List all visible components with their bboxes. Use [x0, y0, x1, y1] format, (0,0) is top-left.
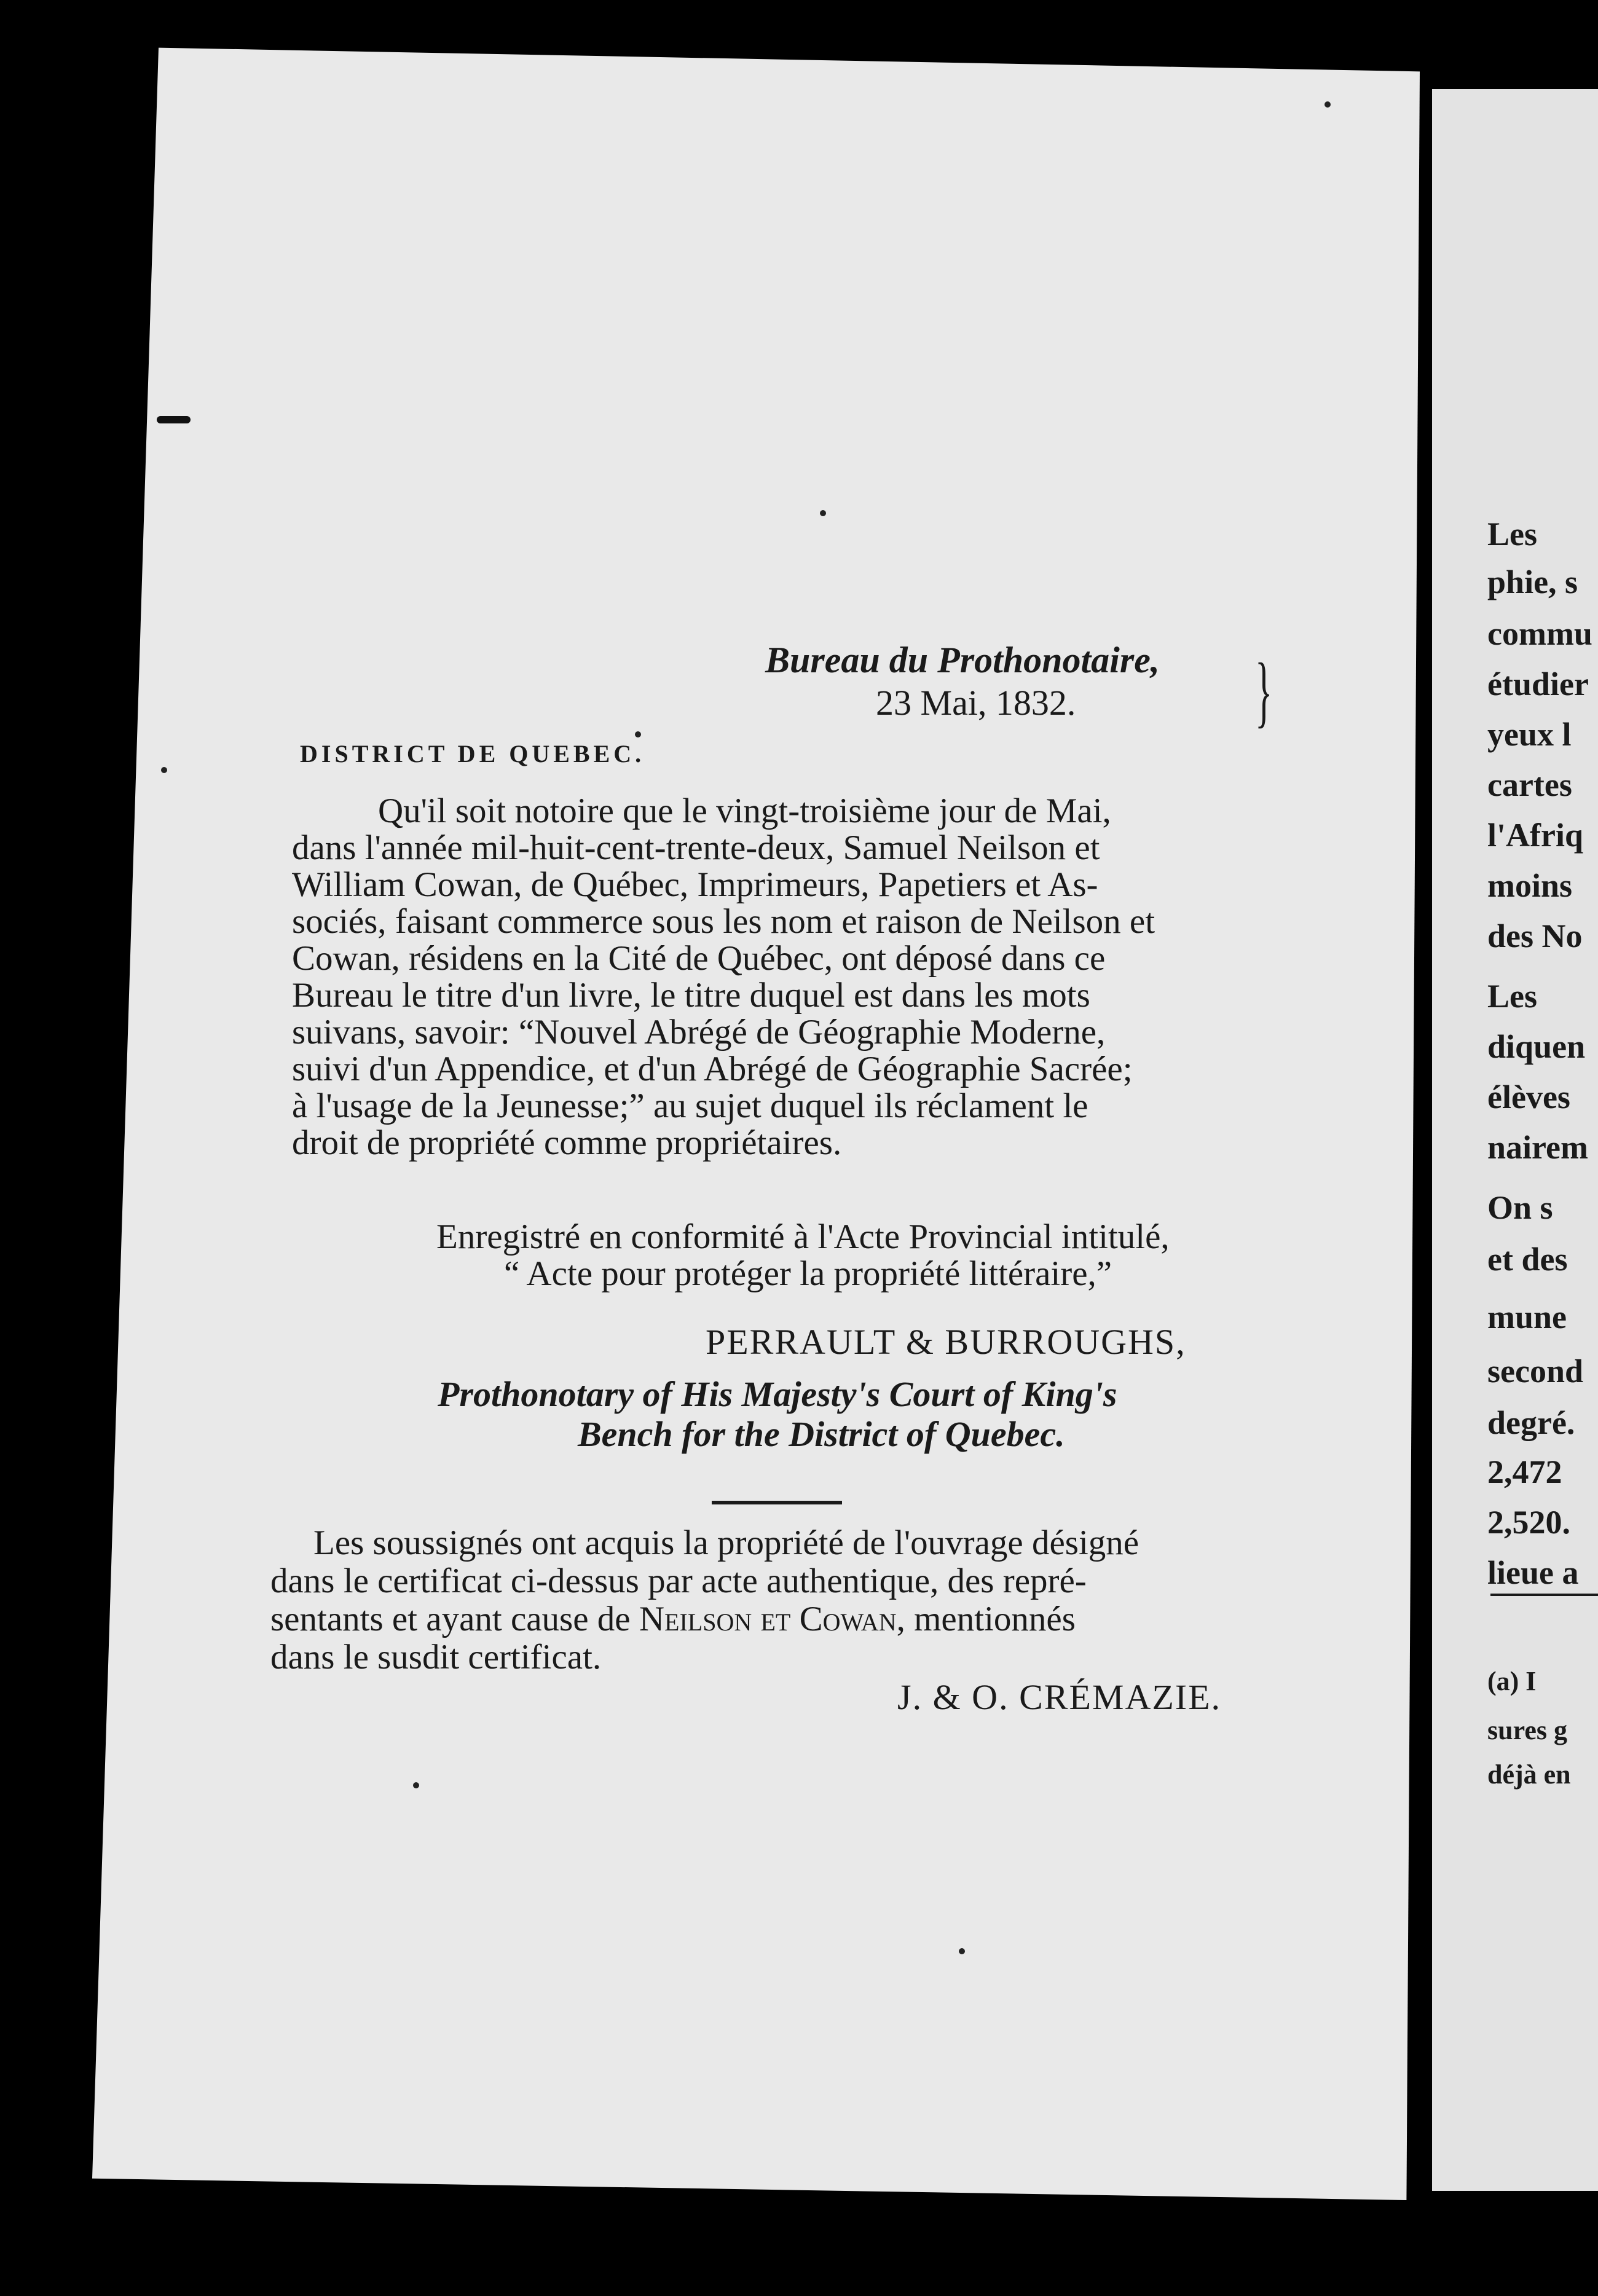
assignment-text: , mentionnés	[896, 1600, 1076, 1638]
speck	[959, 1948, 965, 1954]
right-page-fragment: moins	[1487, 867, 1573, 904]
body-line: Qu'il soit notoire que le vingt-troisième jour de Mai,	[378, 792, 1111, 830]
right-page-fragment: élèves	[1487, 1079, 1570, 1115]
right-page-fragment: yeux l	[1487, 716, 1572, 753]
signatory-name: PERRAULT & BURROUGHS,	[706, 1322, 1186, 1362]
right-page-fragment: mune	[1487, 1299, 1567, 1335]
assignment-line: Les soussignés ont acquis la propriété de l'ouvrage désigné	[313, 1523, 1139, 1562]
body-line: droit de propriété comme propriétaires.	[292, 1123, 842, 1162]
speck	[413, 1782, 419, 1788]
certificate-date: 23 Mai, 1832.	[876, 683, 1076, 723]
right-page-fragment: nairem	[1487, 1129, 1588, 1166]
right-page-fragment: On s	[1487, 1189, 1553, 1226]
right-page-fragment: 2,520.	[1487, 1504, 1570, 1541]
right-page-fragment: second	[1487, 1353, 1584, 1390]
right-page-fragment: lieue a	[1487, 1554, 1579, 1591]
brace-glyph: }	[1255, 647, 1273, 736]
body-line: dans l'année mil-huit-cent-trente-deux, Samuel Neilson et	[292, 828, 1100, 867]
body-line: suivans, savoir: “Nouvel Abrégé de Géographie Moderne,	[292, 1013, 1106, 1052]
act-title: “ Acte pour protéger la propriété littéraire,”	[504, 1254, 1112, 1293]
right-page-fragment: l'Afriq	[1487, 817, 1583, 854]
right-page-fragment: degré.	[1487, 1404, 1575, 1441]
firm-name: Neilson et Cowan	[639, 1600, 897, 1638]
body-line: Bureau le titre d'un livre, le titre duquel est dans les mots	[292, 976, 1090, 1015]
body-line: sociés, faisant commerce sous les nom et raison de Neilson et	[292, 902, 1155, 941]
bureau-heading: Bureau du Prothonotaire,	[765, 640, 1160, 680]
footnote-rule	[1490, 1594, 1598, 1596]
margin-mark	[157, 416, 191, 423]
speck	[161, 767, 167, 773]
right-footnote-fragment: déjà en	[1487, 1759, 1571, 1790]
right-page-fragment: diquen	[1487, 1028, 1586, 1065]
right-page-fragment: Les	[1487, 978, 1537, 1015]
right-page-fragment: 2,472	[1487, 1453, 1562, 1490]
body-line: William Cowan, de Québec, Imprimeurs, Papetiers et As-	[292, 865, 1098, 904]
publisher-signature: J. & O. CRÉMAZIE.	[897, 1677, 1221, 1717]
right-page-fragment: Les	[1487, 516, 1537, 552]
assignment-line: dans le certificat ci-dessus par acte authentique, des repré-	[270, 1562, 1087, 1600]
right-page-fragment: étudier	[1487, 666, 1589, 702]
speck	[820, 510, 826, 516]
body-line: à l'usage de la Jeunesse;” au sujet duquel ils réclament le	[292, 1087, 1088, 1125]
right-page-fragment: commu	[1487, 615, 1592, 652]
speck	[1324, 101, 1331, 108]
body-line: Cowan, résidens en la Cité de Québec, ont déposé dans ce	[292, 939, 1106, 978]
assignment-paragraph	[270, 1524, 1328, 1677]
assignment-text: sentants et ayant cause de	[270, 1600, 639, 1638]
section-divider	[712, 1501, 842, 1504]
body-line: suivi d'un Appendice, et d'un Abrégé de Géographie Sacrée;	[292, 1050, 1133, 1088]
signatory-title-line-1: Prothonotary of His Majesty's Court of King's	[438, 1374, 1117, 1414]
right-footnote-fragment: sures g	[1487, 1715, 1567, 1745]
right-footnote-fragment: (a) I	[1487, 1666, 1537, 1696]
assignment-line	[270, 1600, 1328, 1638]
signatory-title-line-2: Bench for the District of Quebec.	[578, 1414, 1065, 1454]
registration-line: Enregistré en conformité à l'Acte Provincial intitulé,	[436, 1217, 1170, 1256]
right-page-fragment: et des	[1487, 1241, 1568, 1278]
speck	[635, 731, 641, 737]
assignment-line: dans le susdit certificat.	[270, 1638, 602, 1677]
right-page-fragment: cartes	[1487, 766, 1572, 803]
right-page-fragment: phie, s	[1487, 564, 1578, 600]
district-label: DISTRICT DE QUEBEC.	[300, 740, 645, 768]
right-page-fragment: des No	[1487, 918, 1583, 954]
certificate-body	[292, 793, 1349, 1162]
